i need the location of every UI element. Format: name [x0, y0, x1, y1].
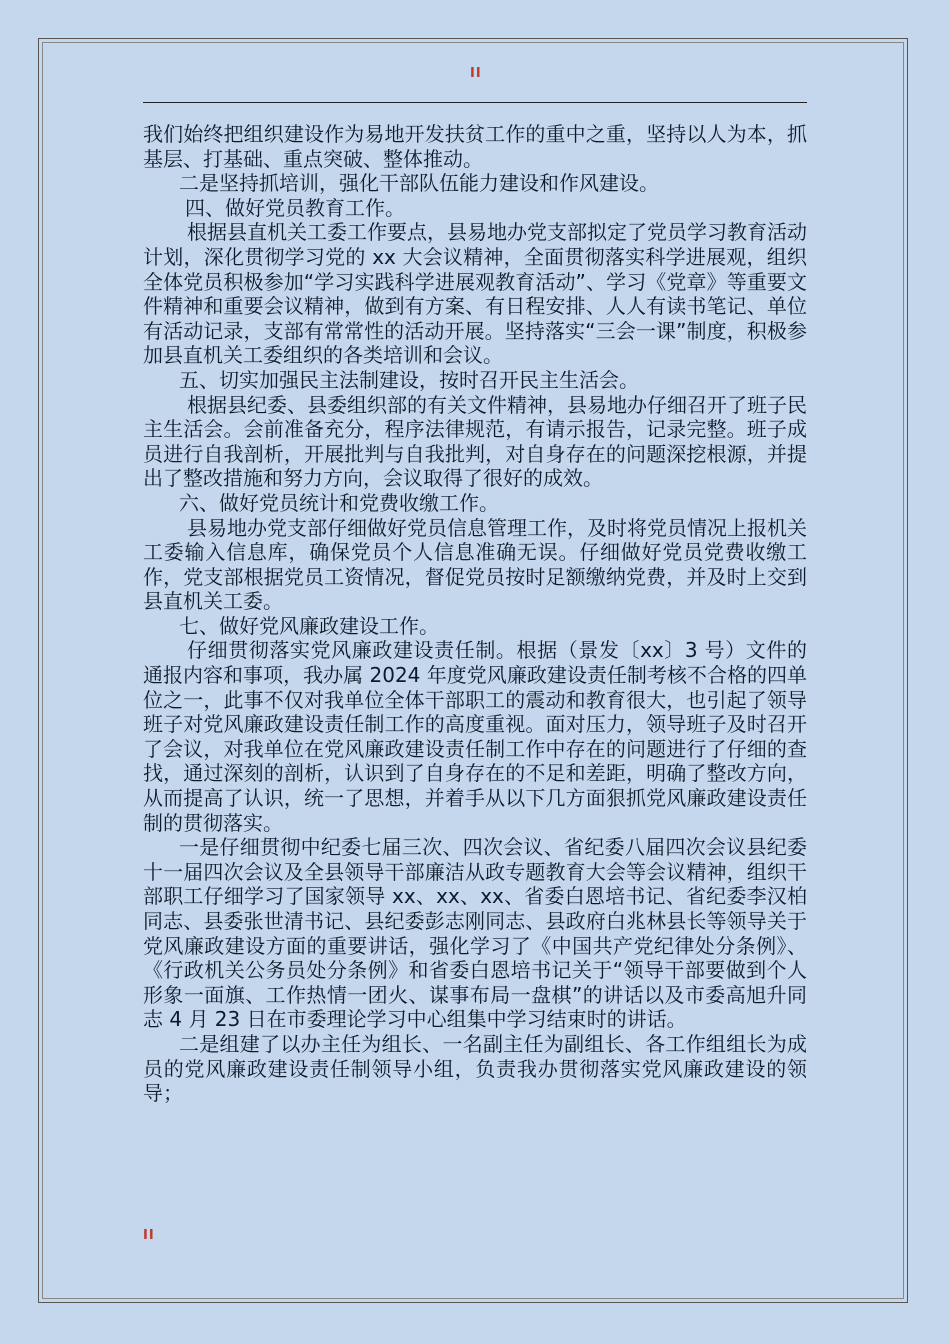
header-rule [143, 102, 807, 103]
paragraph: 二是坚持抓培训，强化干部队伍能力建设和作风建设。 [179, 171, 659, 196]
section-heading: 七、做好党风廉政建设工作。 [179, 613, 439, 638]
footer-mark: II [143, 1228, 155, 1243]
paragraph: 仔细贯彻落实党风廉政建设责任制。根据（景发〔xx〕3 号）文件的通报内容和事项，我办属 2024 年度党风廉政建设责任制考核不合格的四单位之一，此事不仅对我单位全体干部职工的震动和教育很大，也引起了领导班子对党风廉政建设责任制工作的高度重视。面对压力，领导班子及时召开了会议，对我单位在党风廉政建设责任制工作中存在的问题进行了仔细的查找，通过深刻的剖析，认识到了自身存在的不足和差距，明确了整改方向，从而提高了认识，统一了思想，并着手从以下几方面狠抓党风廉政建设责任制的贯彻落实。 [143, 638, 807, 835]
section-heading: 四、做好党员教育工作。 [185, 195, 405, 220]
paragraph: 县易地办党支部仔细做好党员信息管理工作，及时将党员情况上报机关工委输入信息库，确保党员个人信息准确无误。仔细做好党员党费收缴工作，党支部根据党员工资情况，督促党员按时足额缴纳党费，并及时上交到县直机关工委。 [143, 515, 807, 614]
paragraph: 根据县直机关工委工作要点，县易地办党支部拟定了党员学习教育活动计划，深化贯彻学习党的 xx 大会议精神，全面贯彻落实科学进展观，组织全体党员积极参加“学习实践科学进展观教育活动”、学习《党章》等重要文件精神和重要会议精神，做到有方案、有日程安排、人人有读书笔记、单位有活动记录，支部有常常性的活动开展。坚持落实“三会一课”制度，积极参加县直机关工委组织的各类培训和会议。 [143, 220, 807, 368]
paragraph: 我们始终把组织建设作为易地开发扶贫工作的重中之重，坚持以人为本，抓基层、打基础、重点突破、整体推动。 [143, 122, 807, 171]
header-mark: II [470, 66, 482, 81]
paragraph: 二是组建了以办主任为组长、一名副主任为副组长、各工作组组长为成员的党风廉政建设责任制领导小组，负责我办贯彻落实党风廉政建设的领导； [143, 1031, 807, 1106]
section-heading: 五、切实加强民主法制建设，按时召开民主生活会。 [179, 367, 639, 392]
document-body [143, 122, 807, 1106]
paragraph: 根据县纪委、县委组织部的有关文件精神，县易地办仔细召开了班子民主生活会。会前准备充分，程序法律规范，有请示报告，记录完整。班子成员进行自我剖析，开展批判与自我批判，对自身存在的问题深挖根源，并提出了整改措施和努力方向，会议取得了很好的成效。 [143, 392, 807, 491]
section-heading: 六、做好党员统计和党费收缴工作。 [179, 490, 499, 515]
paragraph: 一是仔细贯彻中纪委七届三次、四次会议、省纪委八届四次会议县纪委十一届四次会议及全县领导干部廉洁从政专题教育大会等会议精神，组织干部职工仔细学习了国家领导 xx、xx、xx、省委白恩培书记、省纪委李汉柏同志、县委张世清书记、县纪委彭志刚同志、县政府白兆林县长等领导关于党风廉政建设方面的重要讲话，强化学习了《中国共产党纪律处分条例》、《行政机关公务员处分条例》和省委白恩培书记关于“领导干部要做到个人形象一面旗、工作热情一团火、谋事布局一盘棋”的讲话以及市委高旭升同志 4 月 23 日在市委理论学习中心组集中学习结束时的讲话。 [143, 835, 807, 1032]
